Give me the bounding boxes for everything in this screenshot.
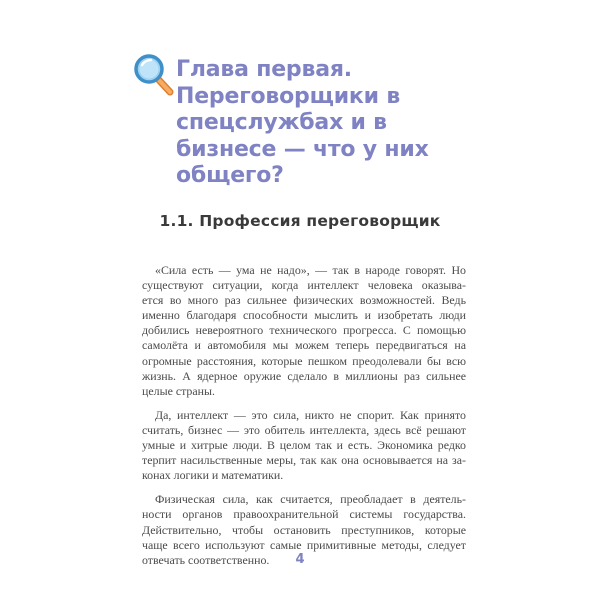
text-line: ется во много раз сильнее физических возможностей. Ведь <box>142 293 466 308</box>
text-line: самолёта и автомобиля мы можем теперь передвигаться на <box>142 338 466 353</box>
text-line: ности органов правоохранительной системы государства. <box>142 507 466 522</box>
section-title: 1.1. Профессия переговорщик <box>159 212 441 230</box>
text-line: Физическая сила, как считается, преобладает в деятель- <box>155 492 466 507</box>
text-line: добились невероятного технического прогресса. С помощью <box>142 323 466 338</box>
text-line: существуют ситуации, когда интеллект человека оказыва- <box>142 278 466 293</box>
text-line: «Сила есть — ума не надо», — так в народе говорят. Но <box>155 263 466 277</box>
text-line: Действительно, чтобы остановить преступников, которые <box>142 522 466 537</box>
text-line: чаще всего используют самые примитивные методы, следует <box>142 537 466 552</box>
text-line: огромные расстояния, которые пешком преодолевали бы всю <box>142 353 466 368</box>
chapter-title-line: спецслужбах и в <box>176 110 387 136</box>
chapter-title-line: Глава первая. <box>176 57 352 82</box>
chapter-title-line: бизнесе — что у них <box>176 136 429 162</box>
body-text <box>142 263 466 577</box>
text-line: Да, интеллект — это сила, никто не спорит. Как принято <box>155 407 466 422</box>
magnifying-glass-icon <box>133 52 175 98</box>
text-line: считать, бизнес — это обитель интеллекта, здесь всё решают <box>142 422 466 437</box>
text-line: конах логики и математики. <box>142 468 284 483</box>
page-number: 4 <box>295 552 305 567</box>
text-line: именно благодаря способности мыслить и изобретать люди <box>142 308 466 323</box>
paragraph-1 <box>142 263 466 399</box>
text-line: терпит насильственные меры, так как она основывается на за- <box>142 453 466 468</box>
chapter-title-line: Переговорщики в <box>176 83 401 109</box>
text-line: целые страны. <box>142 383 215 398</box>
text-line: умные и хитрые люди. В целом так и есть. Экономика редко <box>142 438 466 453</box>
text-line: жизнь. А ядерное оружие сделало в миллионы раз сильнее <box>142 368 466 383</box>
paragraph-2 <box>142 408 466 483</box>
text-line: отвечать соответственно. <box>142 552 270 567</box>
chapter-title <box>176 57 476 190</box>
chapter-title-line: общего? <box>176 163 284 189</box>
